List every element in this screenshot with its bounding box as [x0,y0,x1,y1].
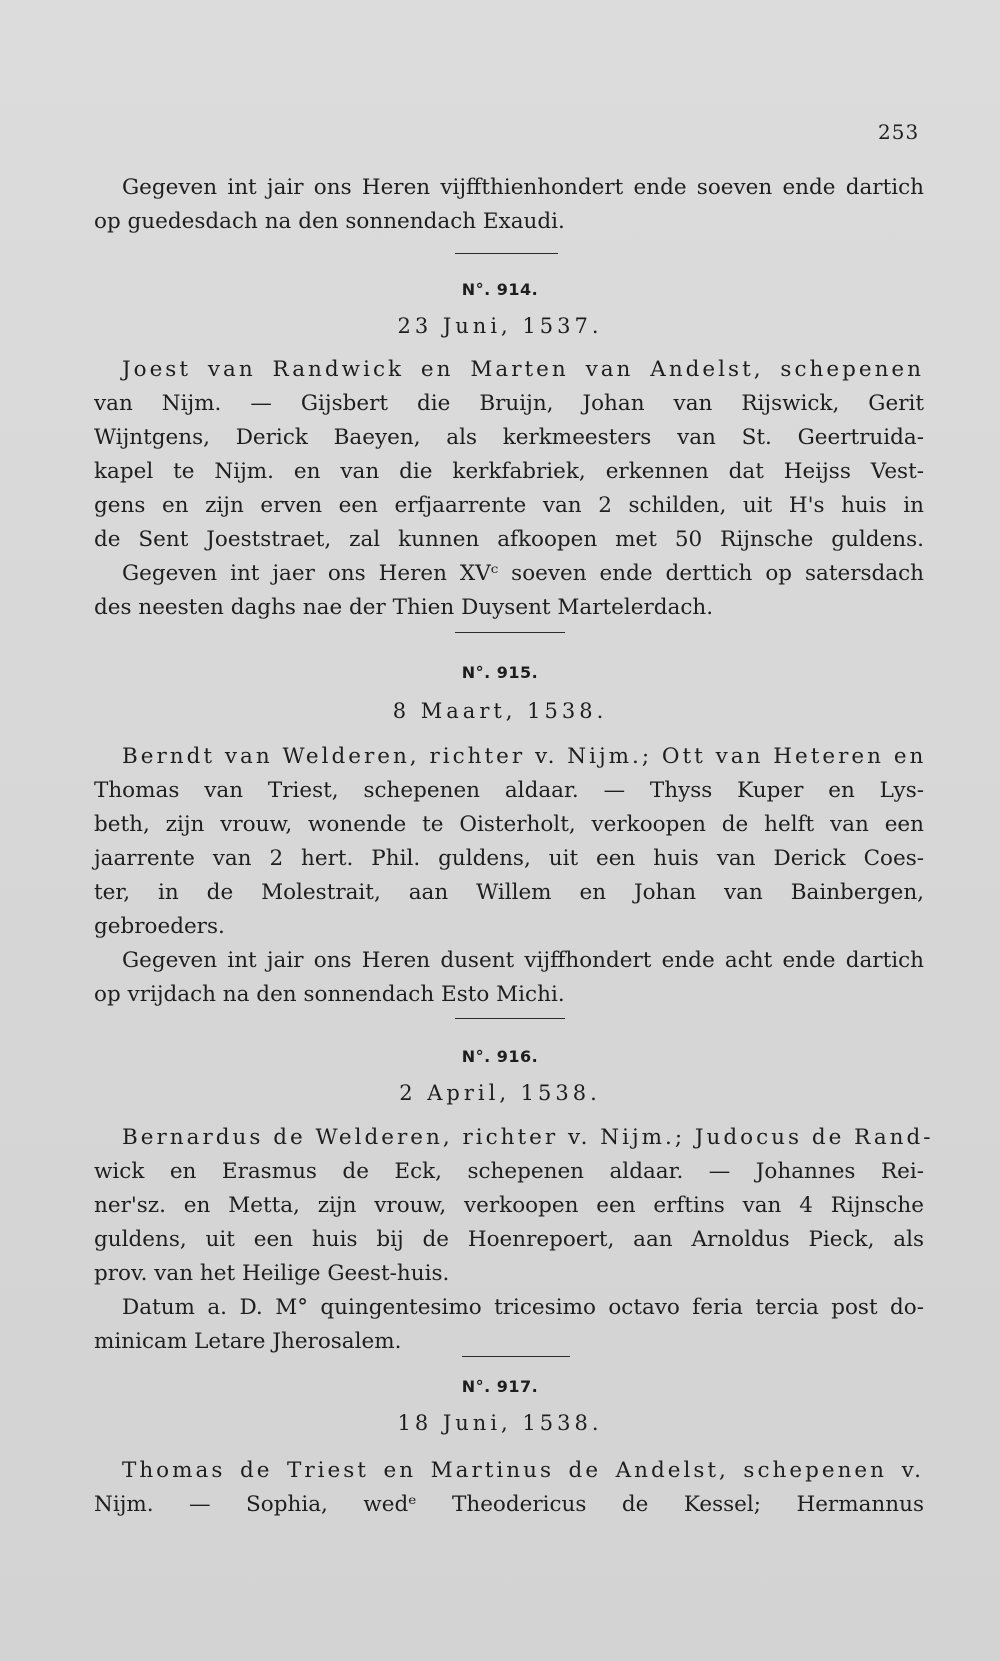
text-line: Joest van Randwick en Marten van Andelst, schepenen [122,357,924,382]
text-line: Gegeven int jair ons Heren dusent vijffhondert ende acht ende dartich [122,948,924,973]
text-line: Datum a. D. M° quingentesimo tricesimo octavo feria tercia post do- [122,1295,924,1320]
text-line: Gegeven int jaer ons Heren XVᶜ soeven ende derttich op satersdach [122,561,924,586]
text-line: ner'sz. en Metta, zijn vrouw, verkoopen een erftins van 4 Rijnsche [94,1193,924,1218]
separator-rule [462,1356,570,1357]
text-line: prov. van het Heilige Geest-huis. [94,1261,450,1286]
text-line: gebroeders. [94,914,225,939]
entry-number: N°. 917. [461,1377,539,1396]
separator-rule [455,253,558,254]
entry-date: 8 Maart, 1538. [392,699,608,723]
entry-number: N°. 916. [461,1047,539,1066]
text-line: Berndt van Welderen, richter v. Nijm.; Ott van Heteren en [122,744,927,769]
text-line: guldens, uit een huis bij de Hoenrepoert, aan Arnoldus Pieck, als [94,1227,924,1252]
text-line: Thomas de Triest en Martinus de Andelst, schepenen v. [122,1458,924,1483]
text-line: Nijm. — Sophia, wedᵉ Theodericus de Kessel; Hermannus [94,1492,924,1517]
entry-number: N°. 914. [461,280,539,299]
entry-date: 18 Juni, 1538. [397,1411,603,1435]
text-line: beth, zijn vrouw, wonende te Oisterholt, verkoopen de helft van een [94,812,924,837]
text-line: kapel te Nijm. en van die kerkfabriek, erkennen dat Heijss Vest- [94,459,924,484]
text-line: jaarrente van 2 hert. Phil. guldens, uit een huis van Derick Coes- [94,846,924,871]
text-line: minicam Letare Jherosalem. [94,1329,402,1354]
text-line: Bernardus de Welderen, richter v. Nijm.; Judocus de Rand- [122,1125,934,1150]
text-line: des neesten daghs nae der Thien Duysent Martelerdach. [94,595,714,620]
text-line: ter, in de Molestrait, aan Willem en Johan van Bainbergen, [94,880,924,905]
text-line: op guedesdach na den sonnendach Exaudi. [94,209,565,234]
entry-number: N°. 915. [461,663,539,682]
entry-date: 23 Juni, 1537. [397,314,603,338]
text-line: Wijntgens, Derick Baeyen, als kerkmeesters van St. Geertruida- [94,425,924,450]
separator-rule [455,632,565,633]
text-line: Thomas van Triest, schepenen aldaar. — Thyss Kuper en Lys- [94,778,924,803]
text-line: op vrijdach na den sonnendach Esto Michi. [94,982,565,1007]
entry-date: 2 April, 1538. [399,1081,601,1105]
text-line: wick en Erasmus de Eck, schepenen aldaar. — Johannes Rei- [94,1159,924,1184]
separator-rule [455,1018,565,1019]
text-line: de Sent Joeststraet, zal kunnen afkoopen met 50 Rijnsche guldens. [94,527,924,552]
text-line: gens en zijn erven een erfjaarrente van 2 schilden, uit H's huis in [94,493,924,518]
text-line: Gegeven int jair ons Heren vijffthienhondert ende soeven ende dartich [122,175,924,200]
page-number: 253 [878,120,920,144]
text-line: van Nijm. — Gijsbert die Bruijn, Johan van Rijswick, Gerit [94,391,924,416]
